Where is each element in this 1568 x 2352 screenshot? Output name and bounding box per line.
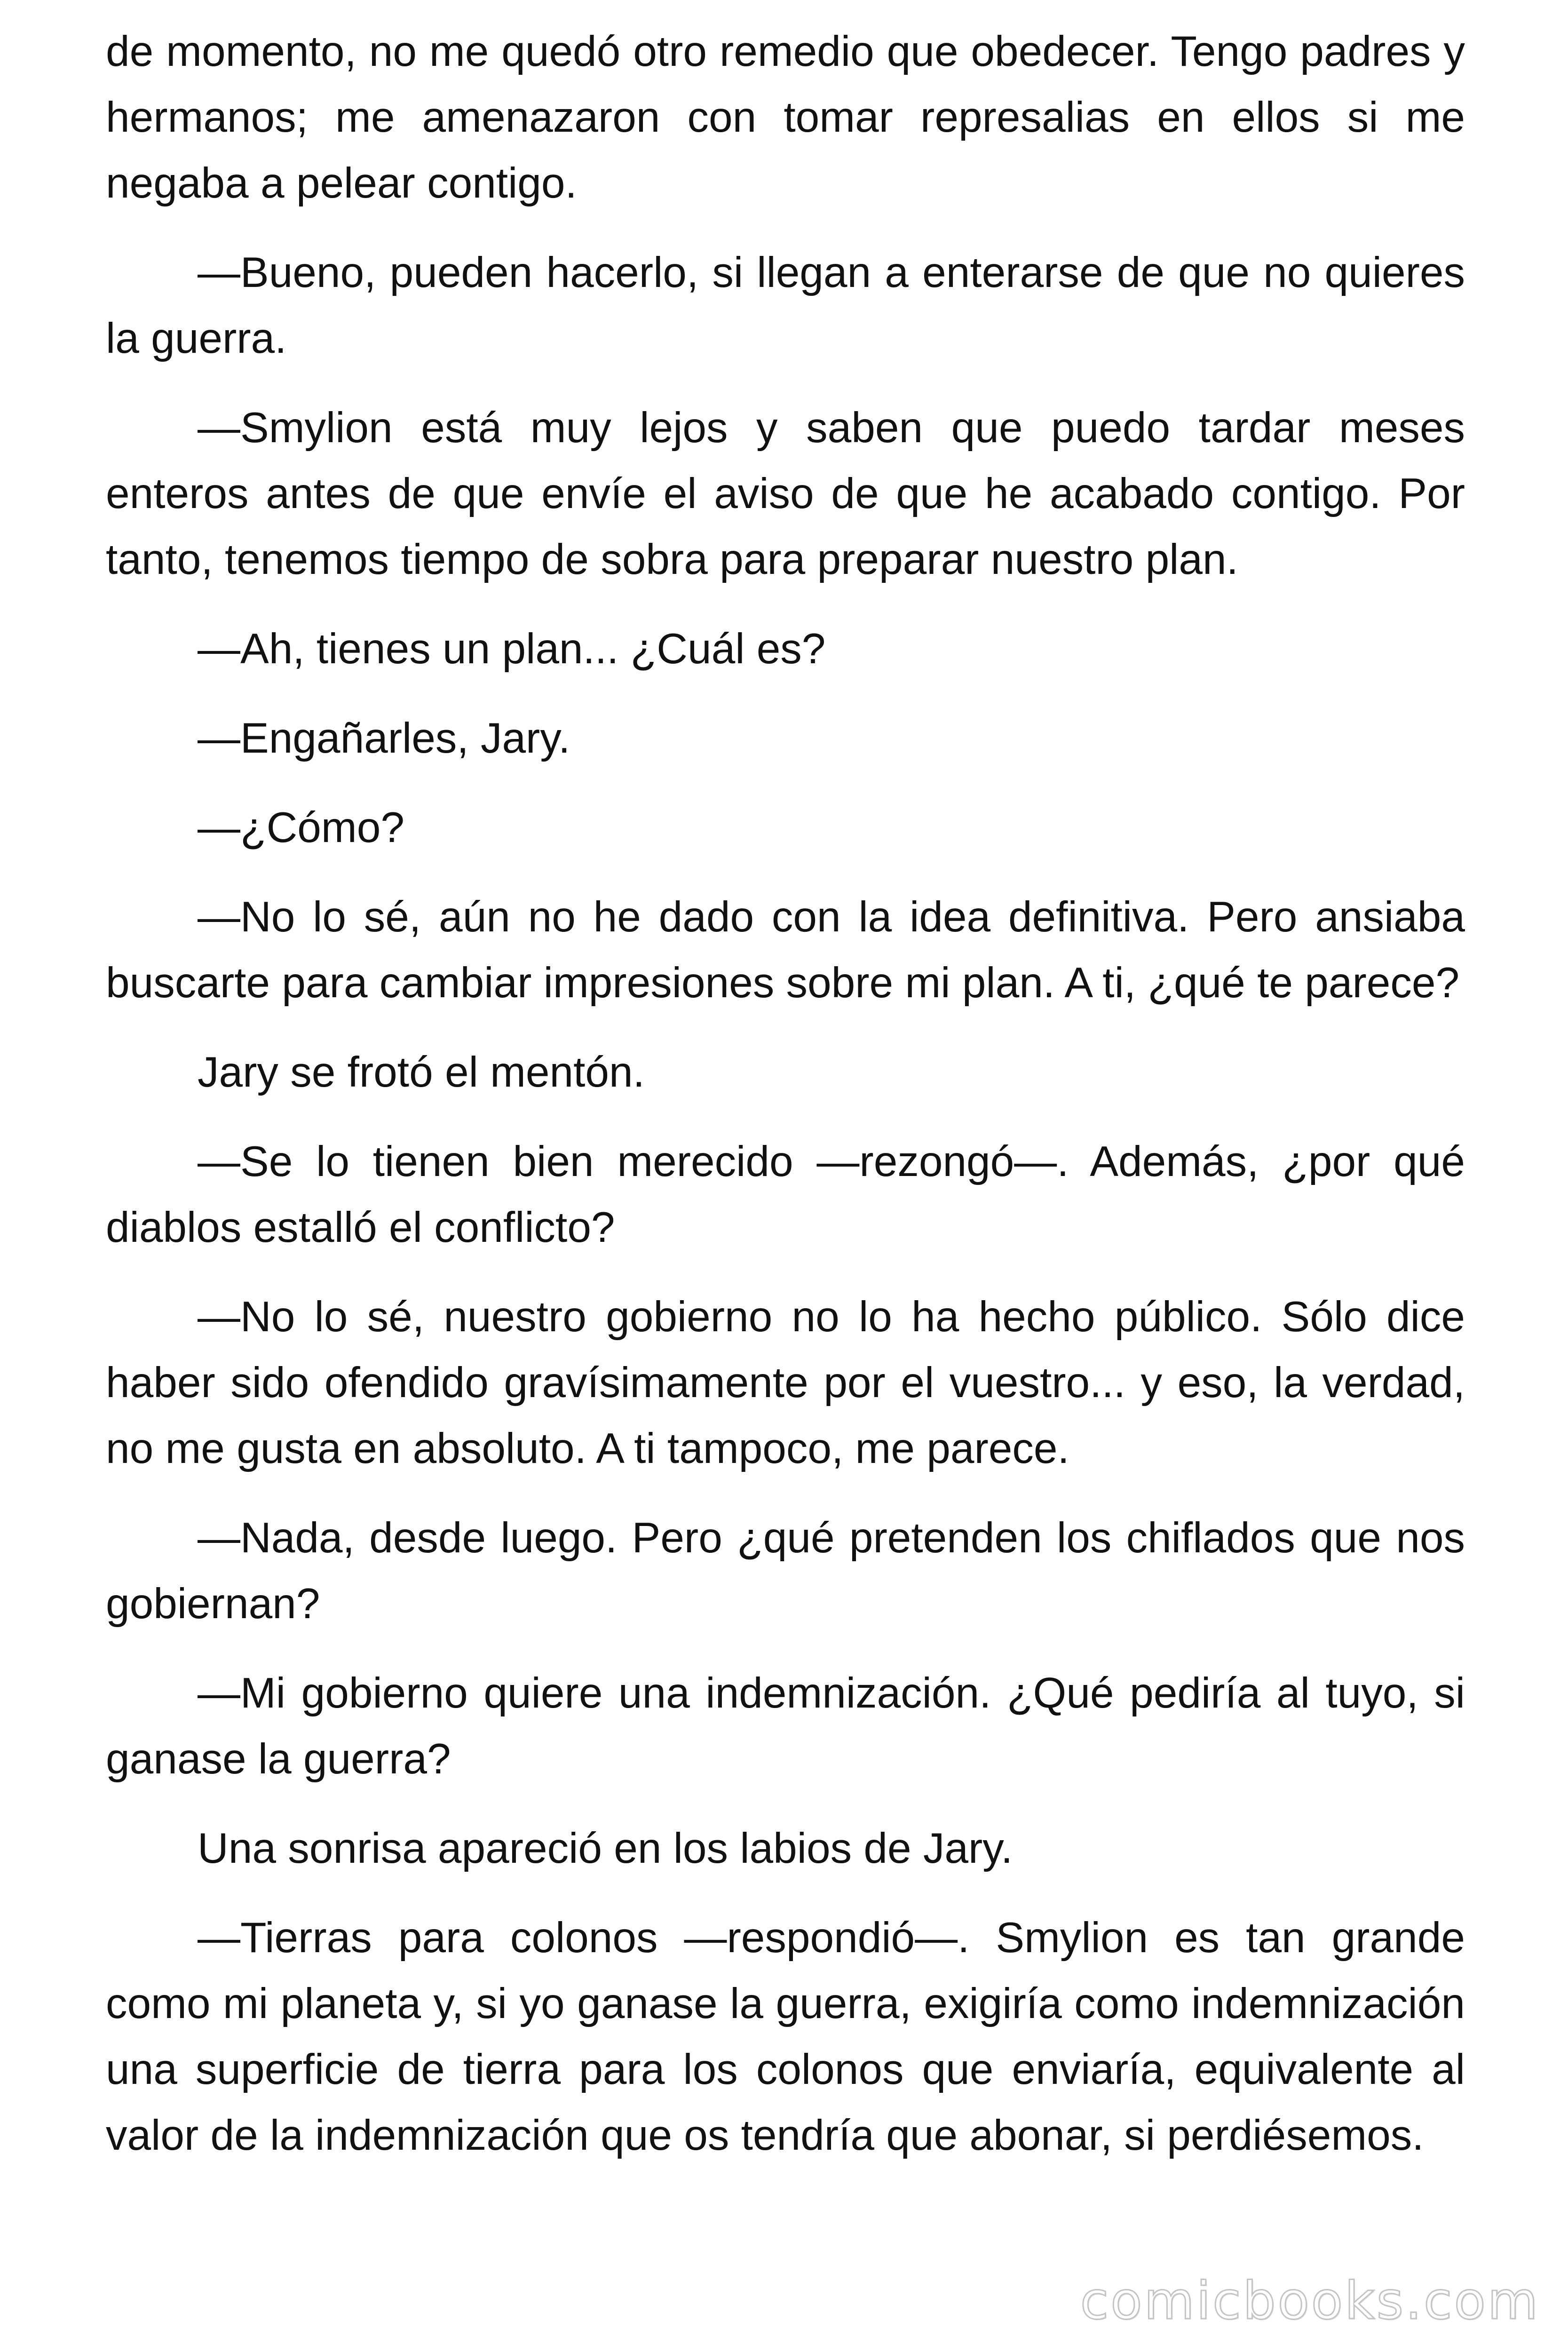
paragraph: de momento, no me quedó otro remedio que obedecer. Tengo padres y hermanos; me amenazaron con tomar represalias en ellos si me negaba a pelear contigo. [106,28,1465,207]
paragraph: —No lo sé, aún no he dado con la idea definitiva. Pero ansiaba buscarte para cambiar impresiones sobre mi plan. A ti, ¿qué te parece? [106,893,1465,1007]
paragraph: —Tierras para colonos —respondió—. Smylion es tan grande como mi planeta y, si yo ganase la guerra, exigiría como indemnización una superficie de tierra para los colonos que enviaría, equivalente al valor de la indemnización que os tendría que abonar, si perdiésemos. [106,1914,1465,2159]
paragraph: —No lo sé, nuestro gobierno no lo ha hecho público. Sólo dice haber sido ofendido gravísimamente por el vuestro... y eso, la verdad, no me gusta en absoluto. A ti tampoco, me parece. [106,1293,1465,1472]
paragraph: —Ah, tienes un plan... ¿Cuál es? [198,625,826,673]
paragraph: —Nada, desde luego. Pero ¿qué pretenden los chiflados que nos gobiernan? [106,1514,1465,1628]
paragraph: —Bueno, pueden hacerlo, si llegan a enterarse de que no quieres la guerra. [106,249,1465,362]
page-body [106,19,1465,2192]
paragraph: —Engañarles, Jary. [198,715,570,762]
paragraph: Jary se frotó el mentón. [198,1049,645,1096]
paragraph: —Smylion está muy lejos y saben que puedo tardar meses enteros antes de que envíe el aviso de que he acabado contigo. Por tanto, tenemos tiempo de sobra para preparar nuestro plan. [106,404,1465,583]
paragraph: —¿Cómo? [198,804,404,851]
paragraph: Una sonrisa apareció en los labios de Jary. [198,1825,1013,1872]
paragraph: —Mi gobierno quiere una indemnización. ¿Qué pediría al tuyo, si ganase la guerra? [106,1669,1465,1783]
watermark: comicbooks.com [1080,2271,1540,2331]
paragraph: —Se lo tienen bien merecido —rezongó—. Además, ¿por qué diablos estalló el conflicto? [106,1138,1465,1251]
